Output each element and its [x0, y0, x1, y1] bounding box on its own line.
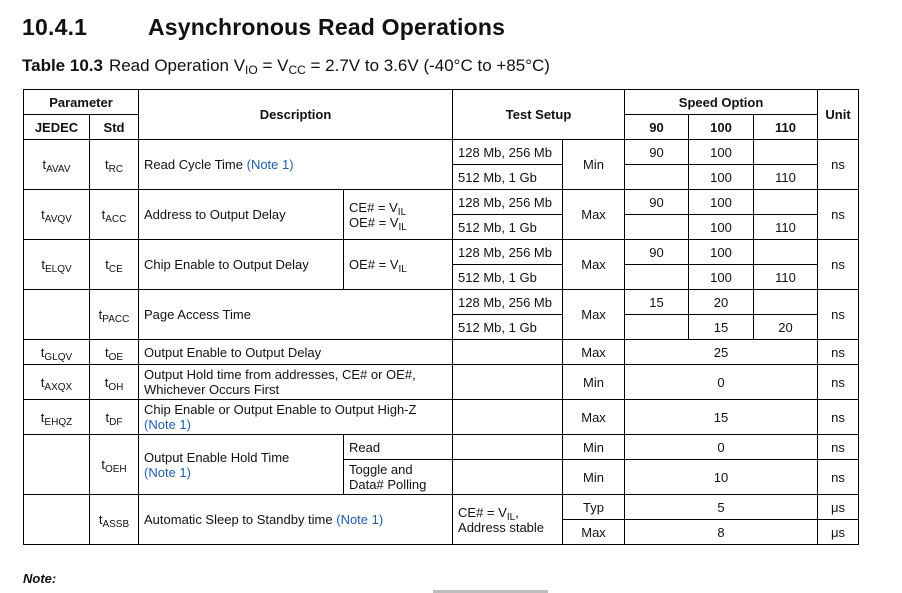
description-cell: Address to Output Delay [139, 190, 344, 240]
table-caption: Table 10.3 Read Operation $V_{IO} = V_{CC} = 2.7V$ to 3.6V (-40°C to +85°C) [22, 56, 550, 77]
density-cell [453, 340, 563, 365]
condition-cell: Read [344, 435, 453, 460]
value-cell: 110 [754, 165, 818, 190]
value-cell [754, 190, 818, 215]
read-operation-table [23, 89, 859, 545]
description-cell: Output Enable to Output Delay [139, 340, 453, 365]
value-cell: 15 [625, 400, 818, 435]
value-cell: 15 [625, 290, 689, 315]
unit-cell: ns [818, 365, 859, 400]
density-cell [453, 460, 563, 495]
unit-cell: ns [818, 340, 859, 365]
value-cell: 8 [625, 520, 818, 545]
description-cell: Read Cycle Time (Note 1) [139, 140, 453, 190]
jedec-symbol: $t_{AVQV}$ [24, 190, 90, 240]
minmax-cell: Min [563, 365, 625, 400]
unit-cell: ns [818, 190, 859, 240]
value-cell [625, 165, 689, 190]
jedec-header: JEDEC [24, 115, 90, 140]
unit-cell: μs [818, 495, 859, 520]
jedec-symbol: $t_{AVAV}$ [24, 140, 90, 190]
std-symbol: $t_{CE}$ [90, 240, 139, 290]
description-cell: Output Enable Hold Time (Note 1) [139, 435, 344, 495]
table-row [24, 400, 859, 435]
table-row [24, 290, 859, 315]
jedec-symbol [24, 435, 90, 495]
value-cell: 15 [689, 315, 754, 340]
jedec-symbol [24, 290, 90, 340]
value-cell: 90 [625, 190, 689, 215]
section-number: 10.4.1 [22, 14, 88, 40]
speed-110-header: 110 [754, 115, 818, 140]
description-header: Description [139, 90, 453, 140]
table-label: Table 10.3 [22, 56, 103, 75]
unit-header: Unit [818, 90, 859, 140]
jedec-symbol: $t_{AXQX}$ [24, 365, 90, 400]
value-cell: 100 [689, 165, 754, 190]
section-heading [22, 14, 505, 41]
minmax-cell: Max [563, 190, 625, 240]
condition-cell: OE# = $V_{IL}$ [344, 240, 453, 290]
value-cell: 100 [689, 265, 754, 290]
density-cell: 512 Mb, 1 Gb [453, 165, 563, 190]
description-cell: Automatic Sleep to Standby time (Note 1) [139, 495, 453, 545]
jedec-symbol: $t_{GLQV}$ [24, 340, 90, 365]
density-cell: 128 Mb, 256 Mb [453, 240, 563, 265]
value-cell [754, 240, 818, 265]
value-cell [754, 290, 818, 315]
density-cell [453, 435, 563, 460]
std-header: Std [90, 115, 139, 140]
density-cell [453, 400, 563, 435]
std-symbol: $t_{OE}$ [90, 340, 139, 365]
value-cell: 100 [689, 240, 754, 265]
value-cell: 0 [625, 435, 818, 460]
std-symbol: $t_{DF}$ [90, 400, 139, 435]
std-symbol: $t_{ACC}$ [90, 190, 139, 240]
unit-cell: ns [818, 140, 859, 190]
minmax-cell: Max [563, 520, 625, 545]
density-cell: 512 Mb, 1 Gb [453, 265, 563, 290]
density-cell: 512 Mb, 1 Gb [453, 315, 563, 340]
value-cell: 20 [689, 290, 754, 315]
table-row [24, 435, 859, 460]
minmax-cell: Max [563, 400, 625, 435]
note-link[interactable]: (Note 1) [246, 157, 294, 172]
value-cell [625, 215, 689, 240]
minmax-cell: Max [563, 290, 625, 340]
description-cell: Output Hold time from addresses, CE# or OE#, Whichever Occurs First [139, 365, 453, 400]
description-cell: Chip Enable to Output Delay [139, 240, 344, 290]
std-symbol: $t_{PACC}$ [90, 290, 139, 340]
unit-cell: ns [818, 460, 859, 495]
value-cell: 25 [625, 340, 818, 365]
description-cell: Page Access Time [139, 290, 453, 340]
jedec-symbol: $t_{EHQZ}$ [24, 400, 90, 435]
value-cell [754, 140, 818, 165]
section-title: Asynchronous Read Operations [148, 14, 506, 40]
note-label: Note: [23, 571, 57, 586]
unit-cell: μs [818, 520, 859, 545]
value-cell: 100 [689, 190, 754, 215]
note-link[interactable]: (Note 1) [144, 417, 191, 432]
value-cell: 100 [689, 140, 754, 165]
table-row [24, 190, 859, 215]
value-cell: 110 [754, 215, 818, 240]
density-cell: 128 Mb, 256 Mb [453, 140, 563, 165]
value-cell: 90 [625, 240, 689, 265]
jedec-symbol [24, 495, 90, 545]
value-cell: 10 [625, 460, 818, 495]
minmax-cell: Min [563, 435, 625, 460]
description-cell: Chip Enable or Output Enable to Output High-Z (Note 1) [139, 400, 453, 435]
parameter-header: Parameter [24, 90, 139, 115]
minmax-cell: Min [563, 460, 625, 495]
value-cell [625, 315, 689, 340]
table-row [24, 240, 859, 265]
speed-option-header: Speed Option [625, 90, 818, 115]
value-cell [625, 265, 689, 290]
table-row [24, 140, 859, 165]
condition-cell: CE# = $V_{IL}$ OE# = $V_{IL}$ [344, 190, 453, 240]
speed-90-header: 90 [625, 115, 689, 140]
std-symbol: $t_{OEH}$ [90, 435, 139, 495]
value-cell: 90 [625, 140, 689, 165]
condition-cell: Toggle and Data# Polling [344, 460, 453, 495]
note-link[interactable]: (Note 1) [144, 464, 191, 480]
table-row [24, 365, 859, 400]
unit-cell: ns [818, 240, 859, 290]
value-cell: 0 [625, 365, 818, 400]
std-symbol: $t_{RC}$ [90, 140, 139, 190]
minmax-cell: Max [563, 240, 625, 290]
minmax-cell: Max [563, 340, 625, 365]
value-cell: 20 [754, 315, 818, 340]
value-cell: 5 [625, 495, 818, 520]
speed-100-header: 100 [689, 115, 754, 140]
minmax-cell: Typ [563, 495, 625, 520]
unit-cell: ns [818, 290, 859, 340]
density-cell: 128 Mb, 256 Mb [453, 190, 563, 215]
value-cell: 110 [754, 265, 818, 290]
jedec-symbol: $t_{ELQV}$ [24, 240, 90, 290]
std-symbol: $t_{OH}$ [90, 365, 139, 400]
setup-cell: CE# = $V_{IL}$, Address stable [453, 495, 563, 545]
value-cell: 100 [689, 215, 754, 240]
std-symbol: $t_{ASSB}$ [90, 495, 139, 545]
table-row [24, 340, 859, 365]
density-cell: 128 Mb, 256 Mb [453, 290, 563, 315]
unit-cell: ns [818, 435, 859, 460]
test-setup-header: Test Setup [453, 90, 625, 140]
density-cell: 512 Mb, 1 Gb [453, 215, 563, 240]
table-row [24, 495, 859, 520]
unit-cell: ns [818, 400, 859, 435]
note-link[interactable]: (Note 1) [336, 512, 384, 527]
header-row-1 [24, 90, 859, 115]
density-cell [453, 365, 563, 400]
minmax-cell: Min [563, 140, 625, 190]
